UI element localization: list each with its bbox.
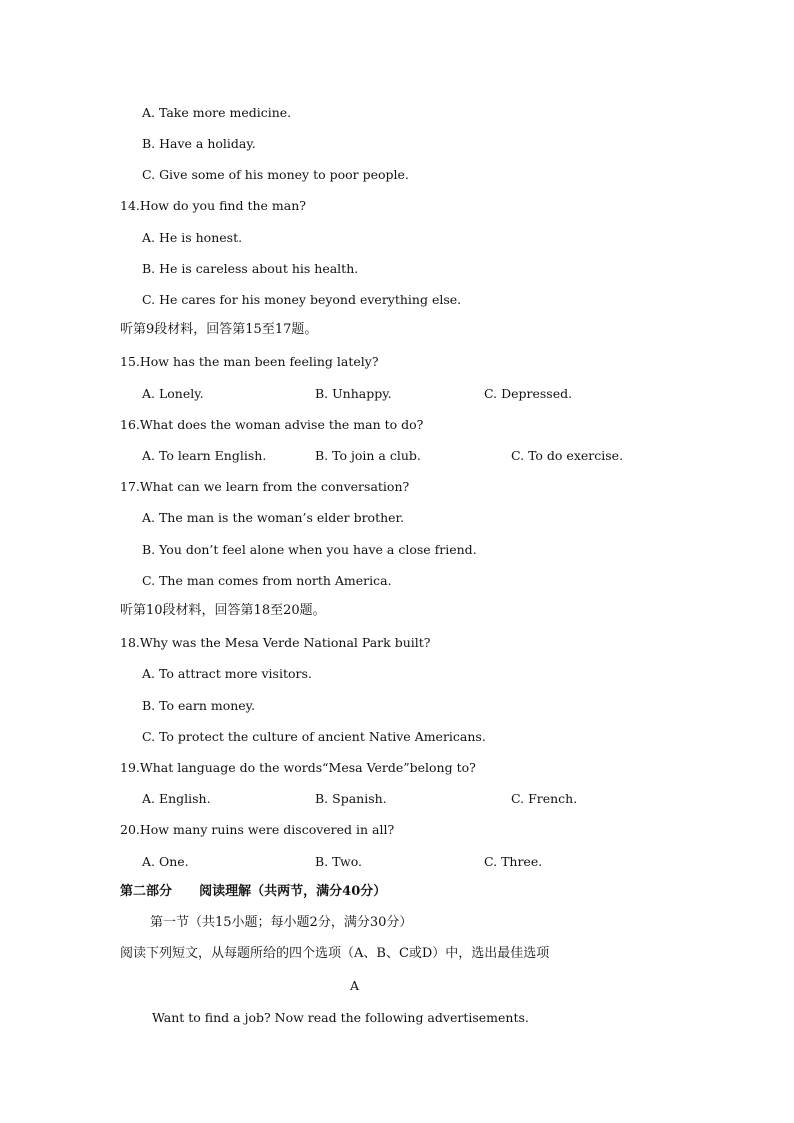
q16-question: 16.What does the woman advise the man to do? xyxy=(120,417,424,432)
q18-question: 18.Why was the Mesa Verde National Park built? xyxy=(120,635,431,650)
q14-option-a: A. He is honest. xyxy=(142,230,243,245)
q19-option-b: B. Spanish. xyxy=(315,791,387,806)
q18-option-a: A. To attract more visitors. xyxy=(142,666,312,681)
q15-option-b: B. Unhappy. xyxy=(315,386,392,401)
q19-option-a: A. English. xyxy=(142,791,211,806)
q17-option-c: C. The man comes from north America. xyxy=(142,573,392,588)
q20-question: 20.How many ruins were discovered in all? xyxy=(120,822,395,837)
q14-option-c: C. He cares for his money beyond everything else. xyxy=(142,292,462,307)
q17-question: 17.What can we learn from the conversation? xyxy=(120,479,410,494)
q17-option-a: A. The man is the woman’s elder brother. xyxy=(142,510,405,525)
q13-option-c: C. Give some of his money to poor people. xyxy=(142,167,409,182)
q14-question: 14.How do you find the man? xyxy=(120,198,306,213)
q20-option-b: B. Two. xyxy=(315,854,363,869)
passage-intro: Want to find a job? Now read the following advertisements. xyxy=(152,1010,529,1025)
passage-label: A xyxy=(350,978,360,993)
q20-option-c: C. Three. xyxy=(484,854,543,869)
part2-section1-heading: 第一节（共15小题；每小题2分，满分30分） xyxy=(150,915,413,930)
part2-instruction: 阅读下列短文，从每题所给的四个选项（A、B、C或D）中，选出最佳选项 xyxy=(120,946,550,961)
q16-option-c: C. To do exercise. xyxy=(511,448,624,463)
q20-option-a: A. One. xyxy=(142,854,189,869)
part2-heading: 第二部分 阅读理解（共两节，满分40分） xyxy=(120,884,387,899)
q19-question: 19.What language do the words“Mesa Verde”belong to? xyxy=(120,760,476,775)
q18-option-b: B. To earn money. xyxy=(142,698,256,713)
q18-option-c: C. To protect the culture of ancient Native Americans. xyxy=(142,729,486,744)
q13-option-a: A. Take more medicine. xyxy=(142,105,292,120)
section9-instruction: 听第9段材料，回答第15至17题。 xyxy=(120,322,318,337)
q15-option-c: C. Depressed. xyxy=(484,386,573,401)
q15-option-a: A. Lonely. xyxy=(142,386,204,401)
q19-option-c: C. French. xyxy=(511,791,578,806)
q13-option-b: B. Have a holiday. xyxy=(142,136,256,151)
q14-option-b: B. He is careless about his health. xyxy=(142,261,359,276)
q16-option-b: B. To join a club. xyxy=(315,448,421,463)
section10-instruction: 听第10段材料，回答第18至20题。 xyxy=(120,603,326,618)
q16-option-a: A. To learn English. xyxy=(142,448,267,463)
q17-option-b: B. You don’t feel alone when you have a close friend. xyxy=(142,542,477,557)
q15-question: 15.How has the man been feeling lately? xyxy=(120,354,379,369)
